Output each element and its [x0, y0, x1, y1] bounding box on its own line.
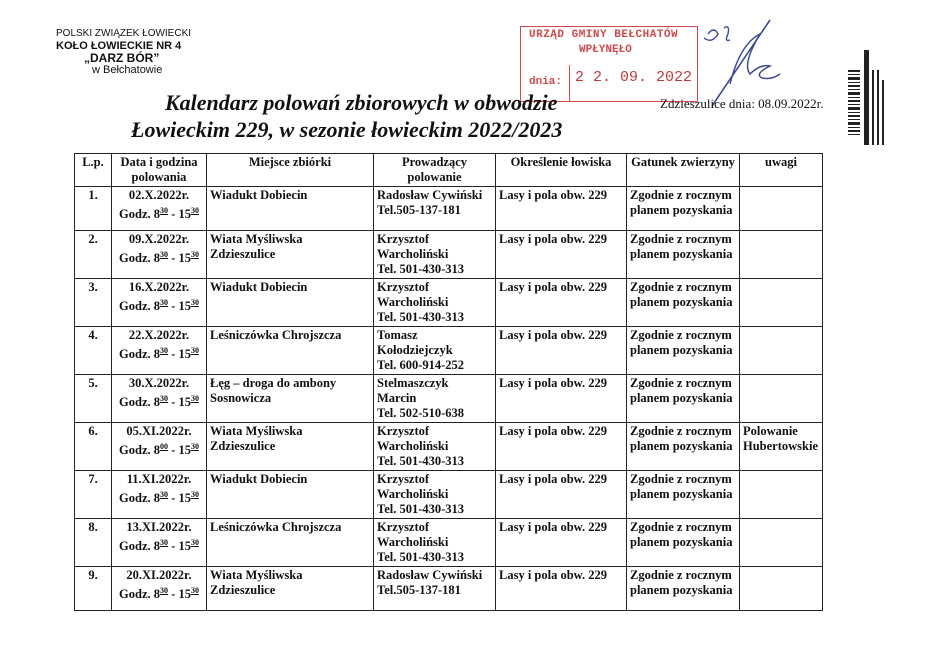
cell-species [627, 327, 740, 375]
time-sep: - 15 [168, 587, 191, 602]
cell-area [496, 375, 627, 423]
species-line: planem pozyskania [630, 535, 733, 549]
cell-species [627, 519, 740, 567]
leader-line: Tel. 501-430-313 [377, 262, 465, 276]
time-end-min: 30 [190, 442, 199, 451]
leader-line: Kołodziejczyk [377, 343, 453, 357]
cell-date [112, 423, 207, 471]
leader-line: Tel. 502-510-638 [377, 406, 465, 420]
cell-area [496, 471, 627, 519]
cell-species [627, 187, 740, 231]
cell-leader [374, 423, 496, 471]
leader-line: Tomasz [377, 328, 418, 342]
date-value: 16.X.2022r. [128, 280, 190, 294]
place-line: Wiata Myśliwska [210, 424, 303, 438]
area-value: Lasy i pola obw. 229 [499, 568, 608, 582]
cell-lp [75, 231, 112, 279]
time-start-min: 30 [160, 346, 169, 355]
species-line: planem pozyskania [630, 583, 733, 597]
header-species: Gatunek zwierzyny [627, 154, 740, 187]
lp-value: 5. [88, 376, 98, 390]
document-title-line-1: Kalendarz polowań zbiorowych w obwodzie [165, 90, 558, 115]
area-value: Lasy i pola obw. 229 [499, 424, 608, 438]
leader-line: Radosław Cywiński [377, 188, 483, 202]
table-row [75, 375, 823, 423]
org-line-1: POLSKI ZWIĄZEK ŁOWIECKI [56, 28, 192, 39]
cell-notes [740, 471, 823, 519]
cell-notes [740, 327, 823, 375]
cell-leader [374, 279, 496, 327]
notes-line: Hubertowskie [743, 439, 818, 453]
cell-date [112, 471, 207, 519]
place-line: Wiata Myśliwska [210, 568, 303, 582]
leader-line: Krzysztof [377, 424, 430, 438]
leader-line: Tel.505-137-181 [377, 203, 461, 217]
document-title-line-2: Łowieckim 229, w sezonie łowieckim 2022/2023 [131, 117, 563, 142]
date-value: 13.XI.2022r. [126, 520, 192, 534]
cell-notes [740, 567, 823, 611]
cell-area [496, 567, 627, 611]
area-value: Lasy i pola obw. 229 [499, 232, 608, 246]
table-header-row [75, 154, 823, 187]
time-prefix: Godz. 8 [119, 251, 161, 266]
time-end-min: 30 [190, 298, 199, 307]
table-row [75, 519, 823, 567]
table-row [75, 567, 823, 611]
header-notes: uwagi [740, 154, 823, 187]
header-place: Miejsce zbiórki [207, 154, 374, 187]
leader-line: Tel. 600-914-252 [377, 358, 465, 372]
lp-value: 8. [88, 520, 98, 534]
cell-place [207, 471, 374, 519]
time-end-min: 30 [190, 206, 199, 215]
species-line: Zgodnie z rocznym [630, 280, 732, 294]
cell-area [496, 423, 627, 471]
time-start-min: 30 [160, 490, 169, 499]
organization-header [56, 28, 191, 76]
org-line-2: KOŁO ŁOWIECKIE NR 4 [56, 40, 182, 52]
species-line: planem pozyskania [630, 203, 733, 217]
cell-notes [740, 279, 823, 327]
cell-species [627, 231, 740, 279]
species-line: Zgodnie z rocznym [630, 424, 732, 438]
place-line: Wiadukt Dobiecin [210, 280, 308, 294]
species-line: Zgodnie z rocznym [630, 376, 732, 390]
time-end-min: 30 [190, 346, 199, 355]
barcode-icon [846, 40, 892, 150]
cell-lp [75, 423, 112, 471]
date-value: 02.X.2022r. [128, 188, 190, 202]
time-prefix: Godz. 8 [119, 395, 161, 410]
cell-place [207, 423, 374, 471]
place-line: Wiadukt Dobiecin [210, 472, 308, 486]
lp-value: 1. [88, 188, 98, 202]
time-sep: - 15 [168, 299, 191, 314]
cell-place [207, 567, 374, 611]
area-value: Lasy i pola obw. 229 [499, 188, 608, 202]
time-end-min: 30 [190, 394, 199, 403]
leader-line: Krzysztof [377, 520, 430, 534]
time-start-min: 30 [160, 298, 169, 307]
cell-species [627, 567, 740, 611]
cell-species [627, 423, 740, 471]
cell-date [112, 519, 207, 567]
cell-notes [740, 423, 823, 471]
cell-date [112, 231, 207, 279]
cell-leader [374, 327, 496, 375]
stamp-office: URZĄD GMINY BEŁCHATÓW [529, 29, 679, 41]
species-line: Zgodnie z rocznym [630, 328, 732, 342]
place-line: Zdzieszulice [210, 439, 276, 453]
time-prefix: Godz. 8 [119, 587, 161, 602]
leader-line: Marcin [377, 391, 417, 405]
place-line: Leśniczówka Chrojszcza [210, 520, 342, 534]
cell-lp [75, 375, 112, 423]
date-value: 20.XI.2022r. [126, 568, 192, 582]
area-value: Lasy i pola obw. 229 [499, 328, 608, 342]
stamp-date-label: dnia: [529, 76, 563, 88]
table-row [75, 187, 823, 231]
cell-species [627, 375, 740, 423]
cell-leader [374, 567, 496, 611]
time-prefix: Godz. 8 [119, 491, 161, 506]
leader-line: Warcholiński [377, 487, 449, 501]
leader-line: Stelmaszczyk [377, 376, 449, 390]
time-start-min: 30 [160, 586, 169, 595]
time-start-min: 30 [160, 206, 169, 215]
species-line: Zgodnie z rocznym [630, 188, 732, 202]
stamp-divider [569, 65, 570, 101]
leader-line: Tel. 501-430-313 [377, 502, 465, 516]
leader-line: Tel.505-137-181 [377, 583, 461, 597]
cell-place [207, 187, 374, 231]
area-value: Lasy i pola obw. 229 [499, 280, 608, 294]
leader-line: Warcholiński [377, 439, 449, 453]
time-end-min: 30 [190, 490, 199, 499]
leader-line: Tel. 501-430-313 [377, 454, 465, 468]
lp-value: 6. [88, 424, 98, 438]
cell-date [112, 279, 207, 327]
leader-line: Krzysztof [377, 280, 430, 294]
date-value: 30.X.2022r. [128, 376, 190, 390]
cell-area [496, 187, 627, 231]
species-line: planem pozyskania [630, 247, 733, 261]
header-leader: Prowadzący polowanie [374, 154, 496, 187]
leader-line: Tel. 501-430-313 [377, 550, 465, 564]
hunting-calendar-table [74, 153, 823, 611]
date-value: 09.X.2022r. [128, 232, 190, 246]
species-line: Zgodnie z rocznym [630, 472, 732, 486]
lp-value: 3. [88, 280, 98, 294]
species-line: planem pozyskania [630, 391, 733, 405]
time-start-min: 30 [160, 538, 169, 547]
time-prefix: Godz. 8 [119, 299, 161, 314]
stamp-date-value: 2 2. 09. 2022 [575, 69, 693, 86]
cell-notes [740, 231, 823, 279]
place-date: Zdzieszulice dnia: 08.09.2022r. [660, 96, 824, 111]
place-line: Wiadukt Dobiecin [210, 188, 308, 202]
time-prefix: Godz. 8 [119, 207, 161, 222]
cell-notes [740, 187, 823, 231]
table-row [75, 423, 823, 471]
cell-lp [75, 567, 112, 611]
lp-value: 7. [88, 472, 98, 486]
leader-line: Krzysztof [377, 472, 430, 486]
species-line: planem pozyskania [630, 295, 733, 309]
time-sep: - 15 [168, 491, 191, 506]
notes-line: Polowanie [743, 424, 798, 438]
time-prefix: Godz. 8 [119, 539, 161, 554]
table-row [75, 471, 823, 519]
area-value: Lasy i pola obw. 229 [499, 472, 608, 486]
species-line: planem pozyskania [630, 343, 733, 357]
place-line: Zdzieszulice [210, 583, 276, 597]
header-area: Określenie łowiska [496, 154, 627, 187]
table-row [75, 327, 823, 375]
cell-date [112, 327, 207, 375]
time-start-min: 30 [160, 250, 169, 259]
cell-date [112, 375, 207, 423]
time-end-min: 30 [190, 586, 199, 595]
cell-lp [75, 519, 112, 567]
date-value: 05.XI.2022r. [126, 424, 192, 438]
cell-area [496, 231, 627, 279]
leader-line: Warcholiński [377, 247, 449, 261]
species-line: planem pozyskania [630, 487, 733, 501]
place-line: Sosnowicza [210, 391, 272, 405]
place-line: Łęg – droga do ambony [210, 376, 337, 390]
org-line-3: „DARZ BÓR” [84, 51, 160, 65]
cell-place [207, 231, 374, 279]
header-date: Data i godzina polowania [112, 154, 207, 187]
cell-species [627, 279, 740, 327]
cell-leader [374, 375, 496, 423]
time-sep: - 15 [168, 395, 191, 410]
cell-leader [374, 471, 496, 519]
table-row [75, 279, 823, 327]
leader-line: Warcholiński [377, 535, 449, 549]
time-sep: - 15 [168, 443, 191, 458]
time-sep: - 15 [168, 347, 191, 362]
species-line: Zgodnie z rocznym [630, 232, 732, 246]
cell-area [496, 327, 627, 375]
cell-lp [75, 187, 112, 231]
table-row [75, 231, 823, 279]
place-line: Wiata Myśliwska [210, 232, 303, 246]
time-end-min: 30 [190, 538, 199, 547]
cell-place [207, 375, 374, 423]
lp-value: 2. [88, 232, 98, 246]
time-end-min: 30 [190, 250, 199, 259]
stamp-received: WPŁYNĘŁO [579, 44, 632, 56]
time-prefix: Godz. 8 [119, 347, 161, 362]
leader-line: Tel. 501-430-313 [377, 310, 465, 324]
lp-value: 9. [88, 568, 98, 582]
leader-line: Warcholiński [377, 295, 449, 309]
area-value: Lasy i pola obw. 229 [499, 520, 608, 534]
cell-lp [75, 471, 112, 519]
time-prefix: Godz. 8 [119, 443, 161, 458]
lp-value: 4. [88, 328, 98, 342]
species-line: planem pozyskania [630, 439, 733, 453]
cell-notes [740, 519, 823, 567]
time-sep: - 15 [168, 207, 191, 222]
time-start-min: 30 [160, 394, 169, 403]
species-line: Zgodnie z rocznym [630, 520, 732, 534]
cell-notes [740, 375, 823, 423]
cell-date [112, 567, 207, 611]
cell-area [496, 519, 627, 567]
cell-area [496, 279, 627, 327]
header-lp: L.p. [75, 154, 112, 187]
cell-place [207, 519, 374, 567]
time-start-min: 00 [160, 442, 169, 451]
place-line: Leśniczówka Chrojszcza [210, 328, 342, 342]
cell-place [207, 327, 374, 375]
cell-place [207, 279, 374, 327]
cell-lp [75, 279, 112, 327]
time-sep: - 15 [168, 539, 191, 554]
cell-species [627, 471, 740, 519]
cell-lp [75, 327, 112, 375]
cell-date [112, 187, 207, 231]
org-line-4: w Bełchatowie [92, 64, 163, 76]
cell-leader [374, 231, 496, 279]
date-value: 11.XI.2022r. [126, 472, 192, 486]
place-line: Zdzieszulice [210, 247, 276, 261]
time-sep: - 15 [168, 251, 191, 266]
leader-line: Radosław Cywiński [377, 568, 483, 582]
leader-line: Krzysztof [377, 232, 430, 246]
cell-leader [374, 519, 496, 567]
species-line: Zgodnie z rocznym [630, 568, 732, 582]
area-value: Lasy i pola obw. 229 [499, 376, 608, 390]
date-value: 22.X.2022r. [128, 328, 190, 342]
cell-leader [374, 187, 496, 231]
